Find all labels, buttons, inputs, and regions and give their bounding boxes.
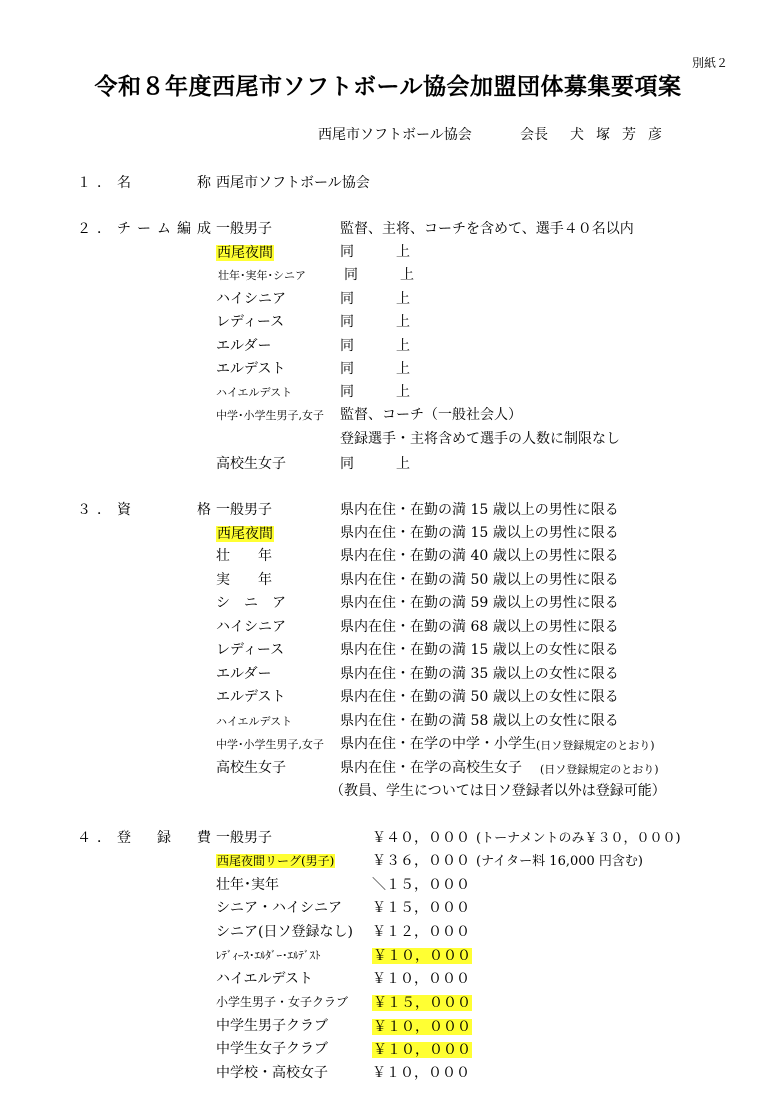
section-4-label: ４．登 録 費: [77, 830, 217, 846]
team-cat-2: 壮年･実年･シニア: [218, 269, 306, 282]
fee-val-10: ￥１０，０００: [372, 1065, 470, 1081]
team-cat-8: 中学･小学生男子,女子: [216, 409, 324, 422]
qual-val-11: 県内在住・在学の高校生女子: [340, 760, 522, 776]
fee-cat-8: 中学生男子クラブ: [216, 1018, 328, 1034]
fee-val-7: ￥１５，０００: [373, 995, 471, 1011]
qual-cat-9: ハイエルデスト: [216, 715, 293, 728]
qual-cat-4: シ ニ ア: [216, 595, 286, 611]
team-cat-1: 西尾夜間: [217, 245, 273, 261]
org-name: 西尾市ソフトボール協会: [318, 127, 472, 143]
qual-cat-0: 一般男子: [216, 502, 272, 518]
team-cat-7: ハイエルデスト: [216, 386, 293, 399]
fee-cat-1: 西尾夜間リーグ(男子): [217, 854, 335, 868]
fee-cat-7: 小学生男子・女子クラブ: [216, 995, 349, 1009]
team-cat-6: エルデスト: [216, 361, 286, 377]
section-2-label: ２．チーム編成: [77, 221, 217, 237]
qual-val-2: 県内在住・在勤の満 40 歳以上の男性に限る: [340, 548, 619, 564]
team-val-0: 監督、主将、コーチを含めて、選手４０名以内: [340, 221, 634, 237]
fee-cat-5: ﾚﾃﾞｨｰｽ･ｴﾙﾀﾞｰ･ｴﾙﾃﾞｽﾄ: [216, 949, 321, 962]
qual-note-10: (日ソ登録規定のとおり): [536, 739, 655, 752]
attachment-label: 別紙２: [691, 56, 728, 70]
fee-val-5: ￥１０，０００: [373, 948, 471, 964]
fee-cat-9: 中学生女子クラブ: [216, 1041, 328, 1057]
qual-cat-1: 西尾夜間: [217, 526, 273, 542]
qual-val-9: 県内在住・在勤の満 58 歳以上の女性に限る: [340, 713, 619, 729]
team-cat-3: ハイシニア: [216, 291, 286, 307]
qual-val-6: 県内在住・在勤の満 15 歳以上の女性に限る: [340, 642, 619, 658]
section-1-value: 西尾市ソフトボール協会: [216, 175, 370, 191]
qual-cat-5: ハイシニア: [216, 619, 286, 635]
section-3-label: ３．資 格: [77, 502, 217, 518]
team-cat-10: 高校生女子: [216, 456, 286, 472]
qual-val-5: 県内在住・在勤の満 68 歳以上の男性に限る: [340, 619, 619, 635]
fee-val-2: ＼１５，０００: [372, 877, 470, 893]
team-val-10: 同 上: [340, 456, 410, 472]
team-val-2: 同 上: [344, 267, 414, 283]
qual-note-11: (日ソ登録規定のとおり): [540, 763, 659, 776]
qual-cat-3: 実 年: [216, 572, 272, 588]
fee-cat-6: ハイエルデスト: [216, 971, 313, 987]
fee-cat-0: 一般男子: [216, 830, 272, 846]
qual-val-0: 県内在住・在勤の満 15 歳以上の男性に限る: [340, 502, 619, 518]
qual-footnote: （教員、学生については日ソ登録者以外は登録可能）: [330, 783, 666, 799]
qual-val-3: 県内在住・在勤の満 50 歳以上の男性に限る: [340, 572, 619, 588]
team-val-1: 同 上: [340, 244, 410, 260]
qual-cat-6: レディース: [216, 642, 285, 658]
team-val-9: 登録選手・主将含めて選手の人数に制限なし: [340, 431, 620, 447]
qual-cat-2: 壮 年: [216, 548, 272, 564]
team-val-3: 同 上: [340, 291, 410, 307]
fee-note-1: (ナイター料 16,000 円含む): [476, 854, 643, 869]
section-1-label: １．名 称: [77, 175, 217, 191]
team-cat-4: レディース: [216, 314, 285, 330]
team-val-5: 同 上: [340, 338, 410, 354]
fee-val-1: ￥３６，０００: [372, 853, 470, 869]
document-title: 令和８年度西尾市ソフトボール協会加盟団体募集要項案: [94, 74, 682, 100]
team-cat-5: エルダー: [216, 338, 272, 354]
qual-cat-10: 中学･小学生男子,女子: [216, 738, 324, 751]
team-val-8: 監督、コーチ（一般社会人）: [340, 407, 522, 423]
fee-cat-10: 中学校・高校女子: [216, 1065, 328, 1081]
qual-val-7: 県内在住・在勤の満 35 歳以上の女性に限る: [340, 666, 619, 682]
team-val-6: 同 上: [340, 361, 410, 377]
qual-cat-8: エルデスト: [216, 689, 286, 705]
team-val-4: 同 上: [340, 314, 410, 330]
fee-val-3: ￥１５，０００: [372, 900, 470, 916]
fee-cat-2: 壮年･実年: [216, 877, 279, 893]
fee-val-8: ￥１０，０００: [373, 1019, 471, 1035]
qual-val-4: 県内在住・在勤の満 59 歳以上の男性に限る: [340, 595, 619, 611]
qual-val-10: 県内在住・在学の中学・小学生: [340, 736, 536, 752]
fee-cat-3: シニア・ハイシニア: [216, 900, 342, 916]
fee-val-9: ￥１０，０００: [373, 1042, 471, 1058]
fee-val-6: ￥１０，０００: [372, 971, 470, 987]
fee-val-0: ￥４０，０００: [372, 830, 470, 846]
fee-note-0: (トーナメントのみ￥３０，０００): [476, 831, 681, 846]
fee-cat-4: シニア(日ソ登録なし): [216, 924, 353, 940]
qual-val-1: 県内在住・在勤の満 15 歳以上の男性に限る: [340, 525, 619, 541]
qual-cat-7: エルダー: [216, 666, 272, 682]
qual-cat-11: 高校生女子: [216, 760, 286, 776]
president-role: 会長: [520, 127, 548, 143]
team-cat-0: 一般男子: [216, 221, 272, 237]
president-name: 犬塚芳彦: [570, 127, 674, 143]
team-val-7: 同 上: [340, 384, 410, 400]
fee-val-4: ￥１２，０００: [372, 924, 470, 940]
qual-val-8: 県内在住・在勤の満 50 歳以上の女性に限る: [340, 689, 619, 705]
